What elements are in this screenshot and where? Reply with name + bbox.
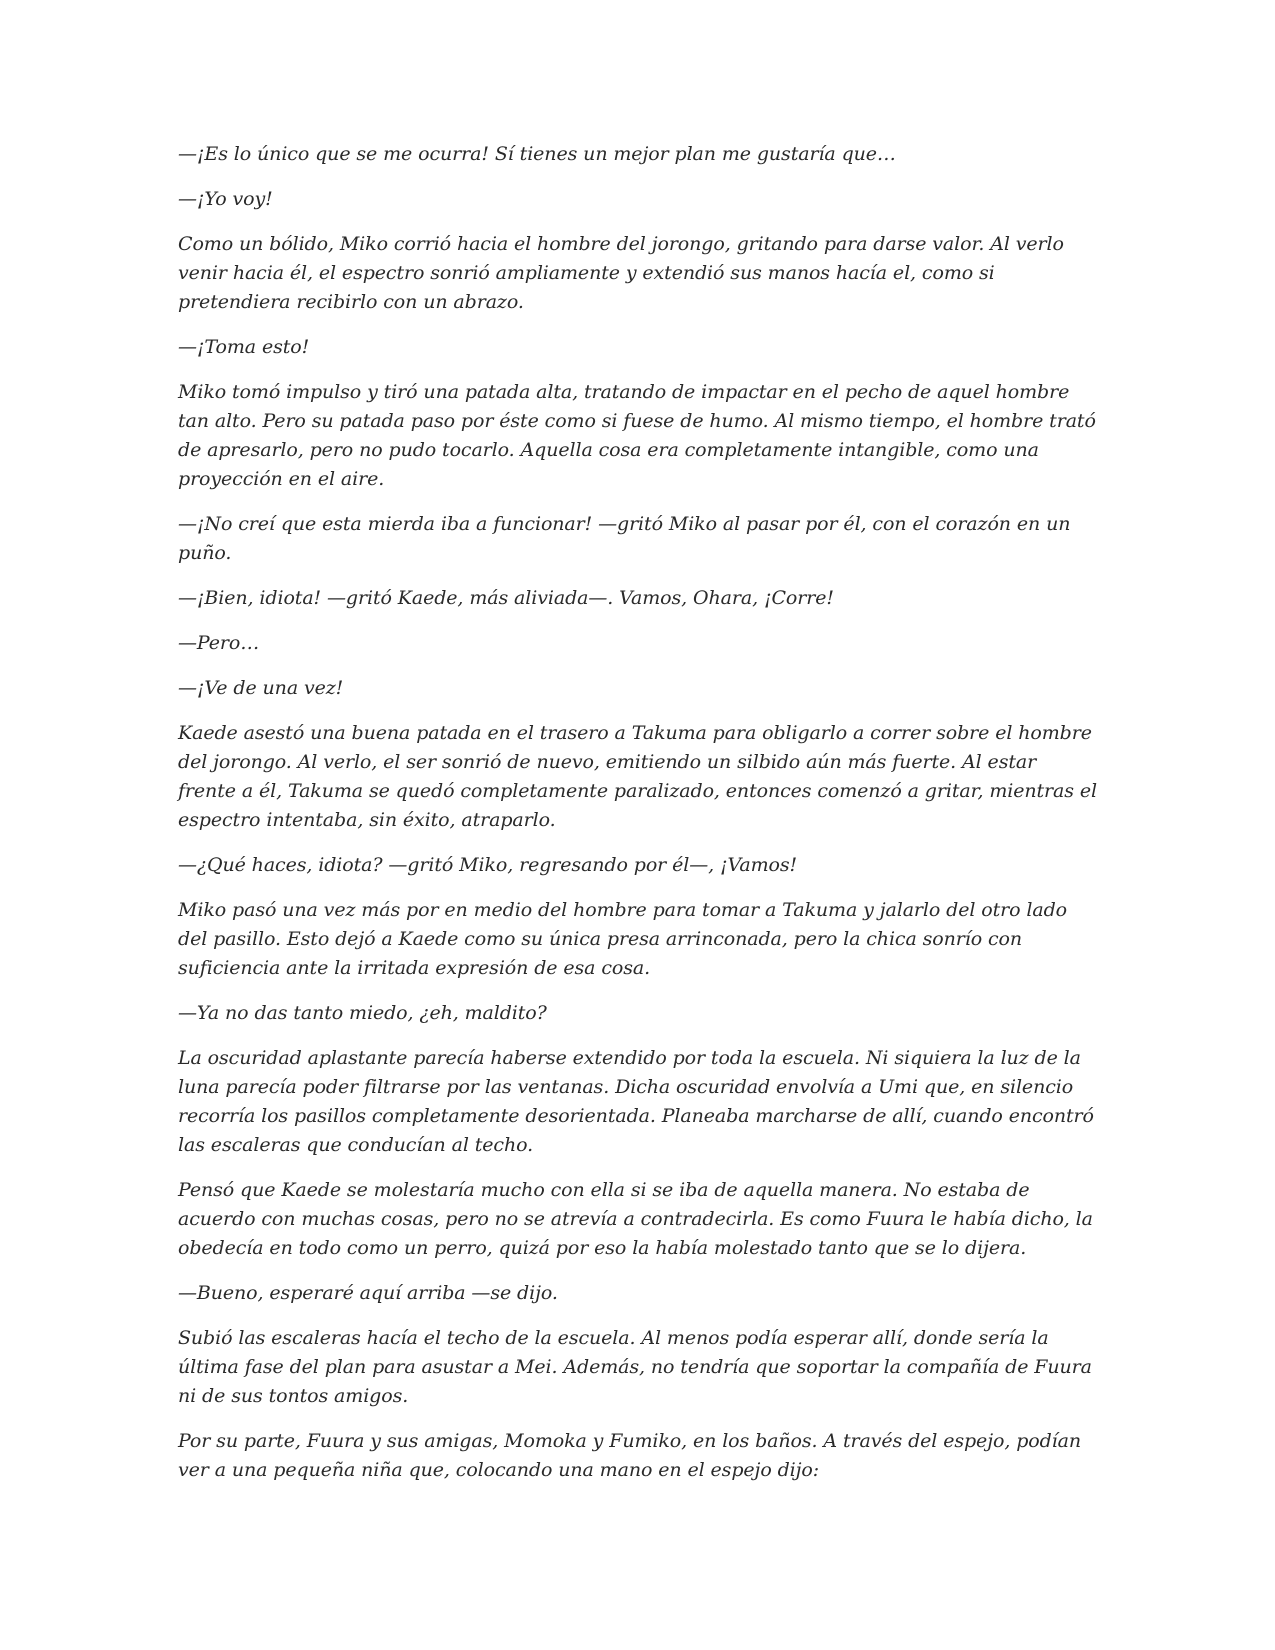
paragraph: —¡Yo voy! [178, 188, 273, 210]
paragraph: —¡No creí que esta mierda iba a funcionar! —gritó Miko al pasar por él, con el corazón en un puño. [178, 513, 1071, 564]
paragraph: —¿Qué haces, idiota? —gritó Miko, regresando por él—, ¡Vamos! [178, 854, 798, 876]
paragraph: Por su parte, Fuura y sus amigas, Momoka y Fumiko, en los baños. A través del espejo, podían ver a una pequeña niña que, colocando una mano en el espejo dijo: [178, 1430, 1082, 1481]
paragraph: —Pero… [178, 632, 260, 654]
paragraph: —Ya no das tanto miedo, ¿eh, maldito? [178, 1002, 547, 1024]
paragraph: Subió las escaleras hacía el techo de la escuela. Al menos podía esperar allí, donde sería la última fase del plan para asustar a Mei. Además, no tendría que soportar la compañía de Fuura ni de sus tontos amigos. [178, 1327, 1092, 1407]
paragraph: —¡Es lo único que se me ocurra! Sí tienes un mejor plan me gustaría que… [178, 143, 896, 165]
paragraph: Pensó que Kaede se molestaría mucho con ella si se iba de aquella manera. No estaba de acuerdo con muchas cosas, pero no se atrevía a contradecirla. Es como Fuura le había dicho, la obedecía en todo como un perro, quizá por eso la había molestado tanto que se lo dijera. [178, 1179, 1093, 1259]
document-page [178, 140, 1098, 1501]
paragraph: —Bueno, esperaré aquí arriba —se dijo. [178, 1282, 558, 1304]
paragraph: Kaede asestó una buena patada en el trasero a Takuma para obligarlo a correr sobre el hombre del jorongo. Al verlo, el ser sonrió de nuevo, emitiendo un silbido aún más fuerte. Al estar frente a él, Takuma se quedó completamente paralizado, entonces comenzó a gritar, mientras el espectro intentaba, sin éxito, atraparlo. [178, 722, 1097, 831]
paragraph: Miko pasó una vez más por en medio del hombre para tomar a Takuma y jalarlo del otro lado del pasillo. Esto dejó a Kaede como su única presa arrinconada, pero la chica sonrío con suficiencia ante la irritada expresión de esa cosa. [178, 899, 1068, 979]
paragraph: —¡Ve de una vez! [178, 677, 344, 699]
paragraph: —¡Bien, idiota! —gritó Kaede, más aliviada—. Vamos, Ohara, ¡Corre! [178, 587, 834, 609]
paragraph: La oscuridad aplastante parecía haberse extendido por toda la escuela. Ni siquiera la luz de la luna parecía poder filtrarse por las ventanas. Dicha oscuridad envolvía a Umi que, en silencio recorría los pasillos completamente desorientada. Planeaba marcharse de allí, cuando encontró las escaleras que conducían al techo. [178, 1047, 1094, 1156]
paragraph: —¡Toma esto! [178, 336, 310, 358]
paragraph: Como un bólido, Miko corrió hacia el hombre del jorongo, gritando para darse valor. Al verlo venir hacia él, el espectro sonrió ampliamente y extendió sus manos hacía el, como si pretendiera recibirlo con un abrazo. [178, 233, 1064, 313]
paragraph: Miko tomó impulso y tiró una patada alta, tratando de impactar en el pecho de aquel hombre tan alto. Pero su patada paso por éste como si fuese de humo. Al mismo tiempo, el hombre trató de apresarlo, pero no pudo tocarlo. Aquella cosa era completamente intangible, como una proyección en el aire. [178, 381, 1096, 490]
